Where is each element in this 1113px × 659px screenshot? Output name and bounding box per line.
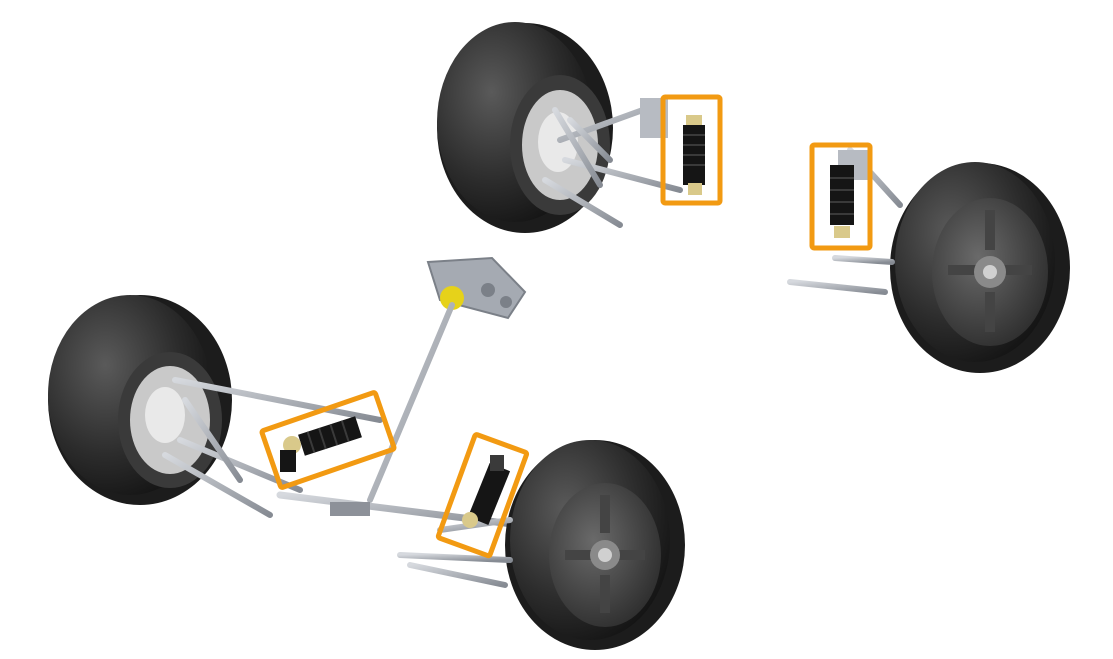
front-left-wheel (48, 295, 232, 505)
rear-right-damper-unit (830, 150, 868, 238)
front-right-wheel (505, 440, 685, 650)
rear-right-wheel (890, 162, 1070, 373)
